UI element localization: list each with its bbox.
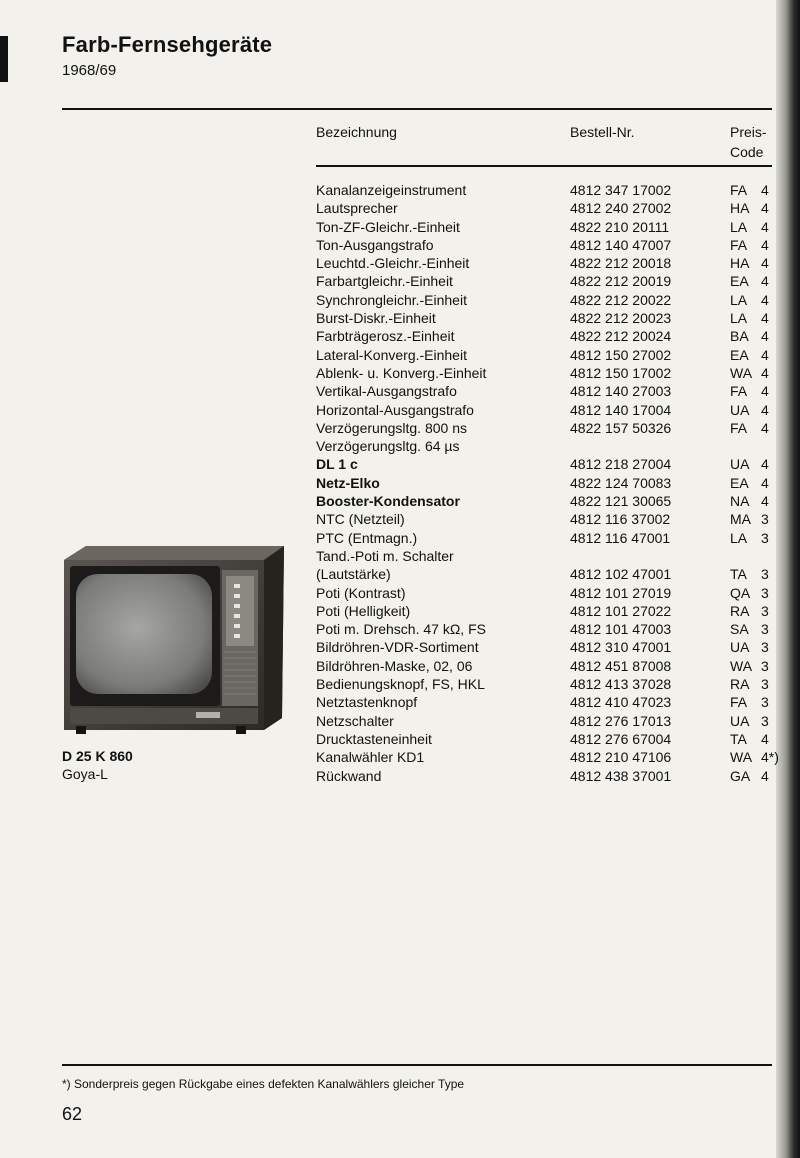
price-group: 4 bbox=[761, 474, 769, 491]
order-number: 4812 102 47001 bbox=[570, 566, 672, 583]
order-number: 4812 116 37002 bbox=[570, 511, 671, 528]
price-group: 3 bbox=[761, 511, 769, 528]
order-number: 4822 157 50326 bbox=[570, 419, 672, 436]
table-row bbox=[316, 419, 786, 437]
column-header-price-code bbox=[730, 122, 767, 162]
column-header-name: Bezeichnung bbox=[316, 124, 397, 140]
part-name: Bildröhren-Maske, 02, 06 bbox=[316, 657, 473, 674]
order-number: 4822 210 20111 bbox=[570, 218, 670, 235]
order-number: 4822 212 20019 bbox=[570, 273, 672, 290]
order-number: 4822 212 20018 bbox=[570, 255, 672, 272]
table-row bbox=[316, 767, 786, 785]
part-name: DL 1 c bbox=[316, 456, 358, 473]
table-row bbox=[316, 510, 786, 528]
price-group: 4 bbox=[761, 730, 769, 747]
order-number: 4812 150 27002 bbox=[570, 346, 672, 363]
order-number: 4822 124 70083 bbox=[570, 474, 672, 491]
price-group: 3 bbox=[761, 712, 769, 729]
part-name: Ablenk- u. Konverg.-Einheit bbox=[316, 364, 487, 381]
part-name: Lateral-Konverg.-Einheit bbox=[316, 346, 467, 363]
table-row bbox=[316, 364, 786, 382]
price-group: 3 bbox=[761, 584, 769, 601]
table-row bbox=[316, 657, 786, 675]
price-code: TA bbox=[730, 730, 747, 747]
order-number: 4812 140 17004 bbox=[570, 401, 672, 418]
price-group: 4 bbox=[761, 236, 769, 253]
price-header-line1: Preis- bbox=[730, 124, 767, 140]
table-row bbox=[316, 584, 786, 602]
part-name: Farbträgerosz.-Einheit bbox=[316, 328, 455, 345]
page-subtitle: 1968/69 bbox=[62, 62, 117, 79]
part-name: Poti (Helligkeit) bbox=[316, 602, 411, 619]
price-group: 3 bbox=[761, 621, 769, 638]
order-number: 4822 212 20024 bbox=[570, 328, 672, 345]
part-name: Vertikal-Ausgangstrafo bbox=[316, 383, 457, 400]
price-code: UA bbox=[730, 712, 750, 729]
price-code: MA bbox=[730, 511, 751, 528]
price-group: 4 bbox=[761, 182, 769, 198]
price-code: QA bbox=[730, 584, 751, 601]
price-group: 3 bbox=[761, 639, 769, 656]
top-divider bbox=[62, 108, 772, 110]
price-code: WA bbox=[730, 657, 753, 674]
price-group: 4 bbox=[761, 255, 769, 272]
price-code: WA bbox=[730, 749, 753, 766]
price-group: 4 bbox=[761, 218, 769, 235]
price-code: UA bbox=[730, 639, 750, 656]
table-row bbox=[316, 565, 786, 583]
part-name: Leuchtd.-Gleichr.-Einheit bbox=[316, 255, 470, 272]
table-row bbox=[316, 529, 786, 547]
table-row bbox=[316, 748, 786, 766]
table-row bbox=[316, 236, 786, 254]
order-number: 4812 101 47003 bbox=[570, 621, 672, 638]
price-group: 4 bbox=[761, 364, 769, 381]
price-code: FA bbox=[730, 694, 748, 711]
order-number: 4812 451 87008 bbox=[570, 657, 672, 674]
price-code: BA bbox=[730, 328, 749, 345]
table-row bbox=[316, 327, 786, 345]
price-code: LA bbox=[730, 218, 748, 235]
price-group: 4 bbox=[761, 493, 769, 510]
part-name: Ton-Ausgangstrafo bbox=[316, 236, 434, 253]
price-group: 3 bbox=[761, 529, 769, 546]
footnote: *) Sonderpreis gegen Rückgabe eines defekten Kanalwählers gleicher Type bbox=[62, 1077, 465, 1091]
part-name: Bildröhren-VDR-Sortiment bbox=[316, 639, 479, 656]
table-row bbox=[316, 309, 786, 327]
price-code: EA bbox=[730, 474, 749, 491]
part-name: Lautsprecher bbox=[316, 200, 398, 217]
price-code: HA bbox=[730, 200, 750, 217]
price-code: EA bbox=[730, 346, 749, 363]
price-group: 3 bbox=[761, 694, 769, 711]
price-group: 4 bbox=[761, 456, 769, 473]
tv-illustration bbox=[56, 540, 288, 741]
table-row bbox=[316, 712, 786, 730]
order-number: 4812 140 27003 bbox=[570, 383, 672, 400]
price-group: 3 bbox=[761, 602, 769, 619]
order-number: 4812 347 17002 bbox=[570, 182, 672, 198]
order-number: 4812 116 47001 bbox=[570, 529, 671, 546]
price-code: UA bbox=[730, 456, 750, 473]
price-code: LA bbox=[730, 529, 748, 546]
table-row bbox=[316, 455, 786, 473]
order-number: 4812 410 47023 bbox=[570, 694, 672, 711]
part-name: Kanalanzeigeinstrument bbox=[316, 182, 467, 198]
order-number: 4812 210 47106 bbox=[570, 749, 672, 766]
order-number: 4812 438 37001 bbox=[570, 767, 672, 784]
table-row bbox=[316, 693, 786, 711]
part-name: (Lautstärke) bbox=[316, 566, 391, 583]
price-code: FA bbox=[730, 182, 748, 198]
part-name: Horizontal-Ausgangstrafo bbox=[316, 401, 474, 418]
order-number: 4812 413 37028 bbox=[570, 676, 672, 693]
price-group: 4 bbox=[761, 346, 769, 363]
price-code: GA bbox=[730, 767, 751, 784]
price-group: 4 bbox=[761, 401, 769, 418]
order-number: 4822 121 30065 bbox=[570, 493, 672, 510]
order-number: 4812 101 27022 bbox=[570, 602, 672, 619]
table-row bbox=[316, 272, 786, 290]
part-name: Poti m. Drehsch. 47 kΩ, FS bbox=[316, 621, 486, 638]
part-name: Booster-Kondensator bbox=[316, 493, 460, 510]
table-row bbox=[316, 199, 786, 217]
part-name: Drucktasteneinheit bbox=[316, 730, 432, 747]
table-row bbox=[316, 382, 786, 400]
parts-table bbox=[316, 181, 786, 785]
part-name: Synchrongleichr.-Einheit bbox=[316, 291, 467, 308]
table-row bbox=[316, 730, 786, 748]
table-row bbox=[316, 254, 786, 272]
part-name: Netz-Elko bbox=[316, 474, 380, 491]
price-code: NA bbox=[730, 493, 750, 510]
part-name: Farbartgleichr.-Einheit bbox=[316, 273, 453, 290]
price-code: UA bbox=[730, 401, 750, 418]
price-code: RA bbox=[730, 602, 750, 619]
price-group: 4 bbox=[761, 383, 769, 400]
part-name: Rückwand bbox=[316, 767, 382, 784]
price-group: 4 bbox=[761, 310, 769, 327]
part-name: Verzögerungsltg. 64 µs bbox=[316, 438, 460, 455]
order-number: 4812 310 47001 bbox=[570, 639, 672, 656]
price-code: HA bbox=[730, 255, 750, 272]
price-code: FA bbox=[730, 236, 748, 253]
part-name: Verzögerungsltg. 800 ns bbox=[316, 419, 467, 436]
price-code: RA bbox=[730, 676, 750, 693]
order-number: 4812 140 47007 bbox=[570, 236, 672, 253]
order-number: 4822 212 20023 bbox=[570, 310, 672, 327]
table-row bbox=[316, 181, 786, 199]
price-header-line2: Code bbox=[730, 144, 764, 160]
price-group: 3 bbox=[761, 676, 769, 693]
page-number: 62 bbox=[62, 1104, 83, 1124]
price-group: 4 bbox=[761, 767, 769, 784]
part-name: PTC (Entmagn.) bbox=[316, 529, 418, 546]
table-row bbox=[316, 638, 786, 656]
page-title: Farb-Fernsehgeräte bbox=[62, 32, 273, 57]
table-row bbox=[316, 547, 786, 565]
table-row bbox=[316, 401, 786, 419]
table-row bbox=[316, 620, 786, 638]
order-number: 4812 276 67004 bbox=[570, 730, 672, 747]
table-row bbox=[316, 602, 786, 620]
table-row bbox=[316, 218, 786, 236]
part-name: Netzschalter bbox=[316, 712, 394, 729]
order-number: 4812 101 27019 bbox=[570, 584, 672, 601]
order-number: 4812 276 17013 bbox=[570, 712, 672, 729]
order-number: 4822 212 20022 bbox=[570, 291, 672, 308]
price-code: WA bbox=[730, 364, 753, 381]
part-name: NTC (Netzteil) bbox=[316, 511, 405, 528]
page-edge-tab bbox=[0, 36, 8, 82]
price-group: 4 bbox=[761, 200, 769, 217]
column-header-order-number: Bestell-Nr. bbox=[570, 124, 635, 140]
price-group: 4 bbox=[761, 291, 769, 308]
table-row bbox=[316, 492, 786, 510]
price-code: FA bbox=[730, 419, 748, 436]
part-name: Bedienungsknopf, FS, HKL bbox=[316, 676, 485, 693]
part-name: Poti (Kontrast) bbox=[316, 584, 406, 601]
price-group: 4*) bbox=[761, 749, 779, 766]
price-code: SA bbox=[730, 621, 749, 638]
header-divider bbox=[316, 165, 772, 167]
price-group: 4 bbox=[761, 273, 769, 290]
part-name: Ton-ZF-Gleichr.-Einheit bbox=[316, 218, 460, 235]
price-code: EA bbox=[730, 273, 749, 290]
part-name: Burst-Diskr.-Einheit bbox=[316, 310, 436, 327]
order-number: 4812 218 27004 bbox=[570, 456, 672, 473]
order-number: 4812 150 17002 bbox=[570, 364, 672, 381]
price-code: LA bbox=[730, 310, 748, 327]
table-row bbox=[316, 346, 786, 364]
order-number: 4812 240 27002 bbox=[570, 200, 672, 217]
price-code: FA bbox=[730, 383, 748, 400]
product-name: Goya-L bbox=[62, 766, 108, 782]
tv-image-icon bbox=[56, 540, 288, 736]
bottom-divider bbox=[62, 1064, 772, 1066]
price-group: 3 bbox=[761, 566, 769, 583]
price-code: LA bbox=[730, 291, 748, 308]
part-name: Netztastenknopf bbox=[316, 694, 418, 711]
table-row bbox=[316, 291, 786, 309]
product-model: D 25 K 860 bbox=[62, 748, 133, 764]
price-group: 4 bbox=[761, 328, 769, 345]
part-name: Kanalwähler KD1 bbox=[316, 749, 425, 766]
table-row bbox=[316, 437, 786, 455]
price-code: TA bbox=[730, 566, 747, 583]
table-row bbox=[316, 474, 786, 492]
price-group: 3 bbox=[761, 657, 769, 674]
part-name: Tand.-Poti m. Schalter bbox=[316, 547, 454, 564]
price-group: 4 bbox=[761, 419, 769, 436]
table-row bbox=[316, 675, 786, 693]
